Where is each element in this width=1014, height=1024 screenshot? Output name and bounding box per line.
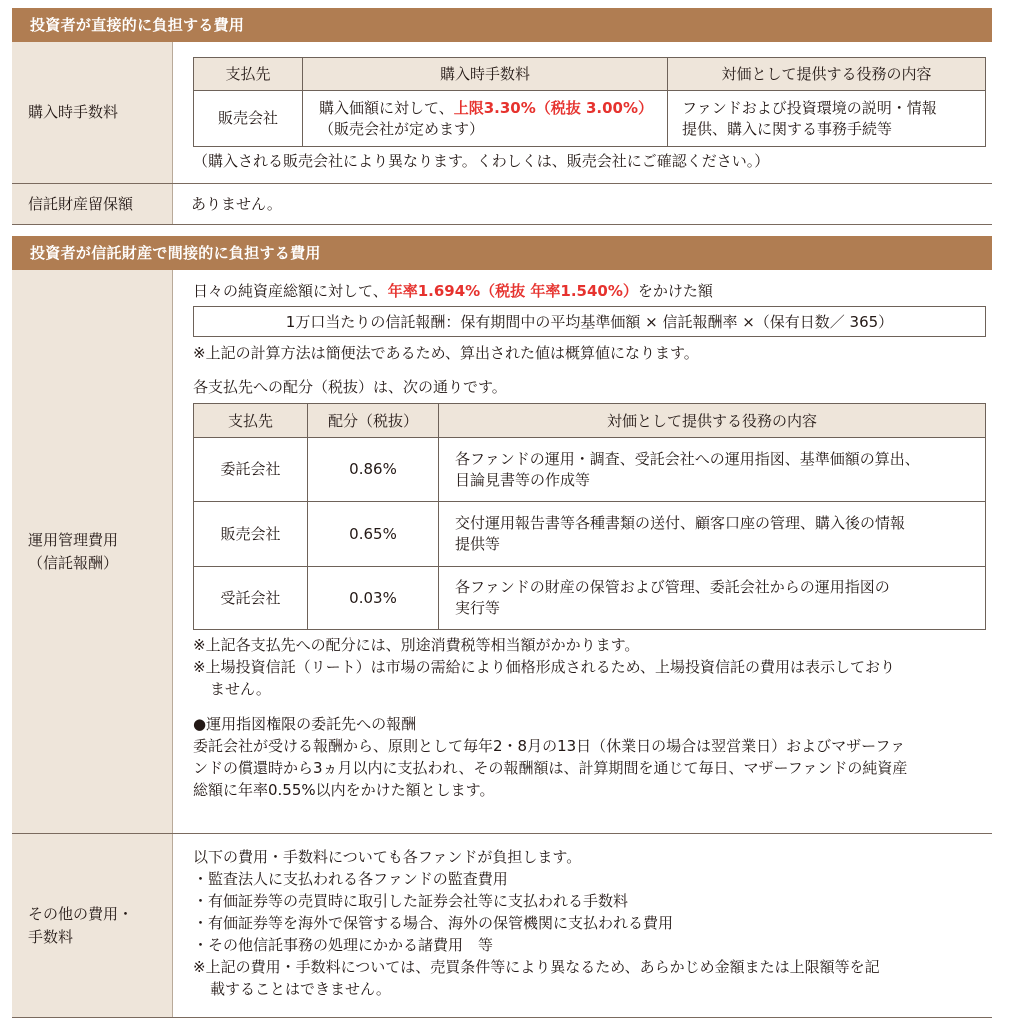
management-label-line: （信託報酬） [28, 553, 119, 572]
management-intro [193, 280, 986, 302]
fee-note: （販売会社が定めます） [319, 119, 485, 138]
other-line: ・その他信託事務の処理にかかる諸費用 等 [193, 936, 494, 954]
allocation-intro: 各支払先への配分（税抜）は、次の通りです。 [193, 378, 507, 396]
management-label-line: 運用管理費用 [28, 530, 119, 549]
table-header: 購入時手数料 [303, 58, 668, 91]
allocation-table [193, 403, 986, 630]
table-row [194, 567, 986, 630]
delegate-title: ●運用指図権限の委託先への報酬 [193, 715, 417, 733]
rate-cell: 0.03% [308, 567, 439, 630]
table-row [194, 502, 986, 567]
service-cell [439, 438, 986, 502]
delegate-line: ンドの償還時から3ヵ月以内に支払われ、その報酬額は、計算期間を通じて毎日、マザーファンドの純資産 [193, 759, 908, 777]
other-label-line: 手数料 [28, 927, 74, 946]
service-line: 目論見書等の作成等 [455, 470, 591, 489]
service-line: 提供等 [455, 535, 501, 553]
payee-cell: 委託会社 [194, 438, 308, 502]
service-line: 提供、購入に関する事務手続等 [682, 119, 893, 138]
direct-cost-header: 投資者が直接的に負担する費用 [12, 8, 992, 42]
indirect-cost-header: 投資者が信託財産で間接的に負担する費用 [12, 236, 992, 270]
payee-cell: 販売会社 [194, 502, 308, 567]
service-line: 交付運用報告書等各種書類の送付、顧客口座の管理、購入後の情報 [455, 514, 906, 532]
other-line: 以下の費用・手数料についても各ファンドが負担します。 [193, 848, 582, 866]
service-cell [668, 91, 986, 147]
fee-document [12, 8, 992, 1018]
management-fee-content [173, 270, 992, 833]
retention-value: ありません。 [191, 195, 282, 213]
management-fee-row [12, 270, 992, 834]
other-note-line: 載することはできません。 [210, 980, 391, 998]
service-cell [439, 502, 986, 567]
retention-row [12, 184, 992, 225]
table-row [194, 438, 986, 502]
fee-cell [303, 91, 668, 147]
management-fee-label [12, 270, 173, 833]
fee-highlight: 上限3.30%（税抜 3.00%） [453, 98, 654, 117]
service-line: 各ファンドの財産の保管および管理、委託会社からの運用指図の [455, 578, 890, 596]
rate-cell: 0.86% [308, 438, 439, 502]
payee-cell: 販売会社 [194, 91, 303, 147]
reit-note [193, 656, 986, 700]
fee-formula: 1万口当たりの信託報酬：保有期間中の平均基準価額 × 信託報酬率 ×（保有日数／ 365） [193, 306, 986, 337]
other-label-line: その他の費用・ [28, 904, 134, 923]
other-fee-row [12, 834, 992, 1018]
purchase-fee-table [193, 57, 986, 147]
payee-cell: 受託会社 [194, 567, 308, 630]
other-line: ・監査法人に支払われる各ファンドの監査費用 [193, 870, 508, 888]
fee-prefix: 購入価額に対して、 [319, 98, 454, 117]
delegate-line: 総額に年率0.55%以内をかけた額とします。 [193, 781, 495, 799]
service-cell [439, 567, 986, 630]
other-note-line: ※上記の費用・手数料については、売買条件等により異なるため、あらかじめ金額または上限額等を記 [193, 958, 880, 976]
service-line: ファンドおよび投資環境の説明・情報 [682, 98, 937, 117]
table-header: 対価として提供する役務の内容 [439, 404, 986, 438]
delegate-line: 委託会社が受ける報酬から、原則として毎年2・8月の13日（休業日の場合は翌営業日）およびマザーファ [193, 737, 906, 755]
table-header: 対価として提供する役務の内容 [668, 58, 986, 91]
other-fee-label [12, 834, 173, 1017]
purchase-fee-label: 購入時手数料 [12, 42, 173, 183]
intro-highlight: 年率1.694%（税抜 年率1.540%） [387, 282, 638, 300]
purchase-fee-footnote: （購入される販売会社により異なります。くわしくは、販売会社にご確認ください。） [193, 152, 770, 170]
purchase-fee-row [12, 42, 992, 184]
tax-note: ※上記各支払先への配分には、別途消費税等相当額がかかります。 [193, 636, 640, 654]
delegate-text [193, 735, 986, 801]
other-fee-content [173, 834, 992, 1017]
calc-note: ※上記の計算方法は簡便法であるため、算出された値は概算値になります。 [193, 344, 699, 362]
table-header: 支払先 [194, 58, 303, 91]
section-gap [12, 225, 992, 236]
other-line: ・有価証券等を海外で保管する場合、海外の保管機関に支払われる費用 [193, 914, 674, 932]
service-line: 各ファンドの運用・調査、受託会社への運用指図、基準価額の算出、 [455, 449, 920, 468]
service-line: 実行等 [455, 599, 501, 617]
other-line: ・有価証券等の売買時に取引した証券会社等に支払われる手数料 [193, 892, 629, 910]
table-header: 配分（税抜） [308, 404, 439, 438]
reit-note-line: ません。 [210, 680, 271, 698]
intro-prefix: 日々の純資産総額に対して、 [193, 282, 388, 300]
rate-cell: 0.65% [308, 502, 439, 567]
retention-label: 信託財産留保額 [12, 184, 173, 224]
reit-note-line: ※上場投資信託（リート）は市場の需給により価格形成されるため、上場投資信託の費用は表示しており [193, 658, 895, 676]
table-header: 支払先 [194, 404, 308, 438]
intro-suffix: をかけた額 [637, 282, 713, 300]
purchase-fee-content [173, 42, 992, 183]
